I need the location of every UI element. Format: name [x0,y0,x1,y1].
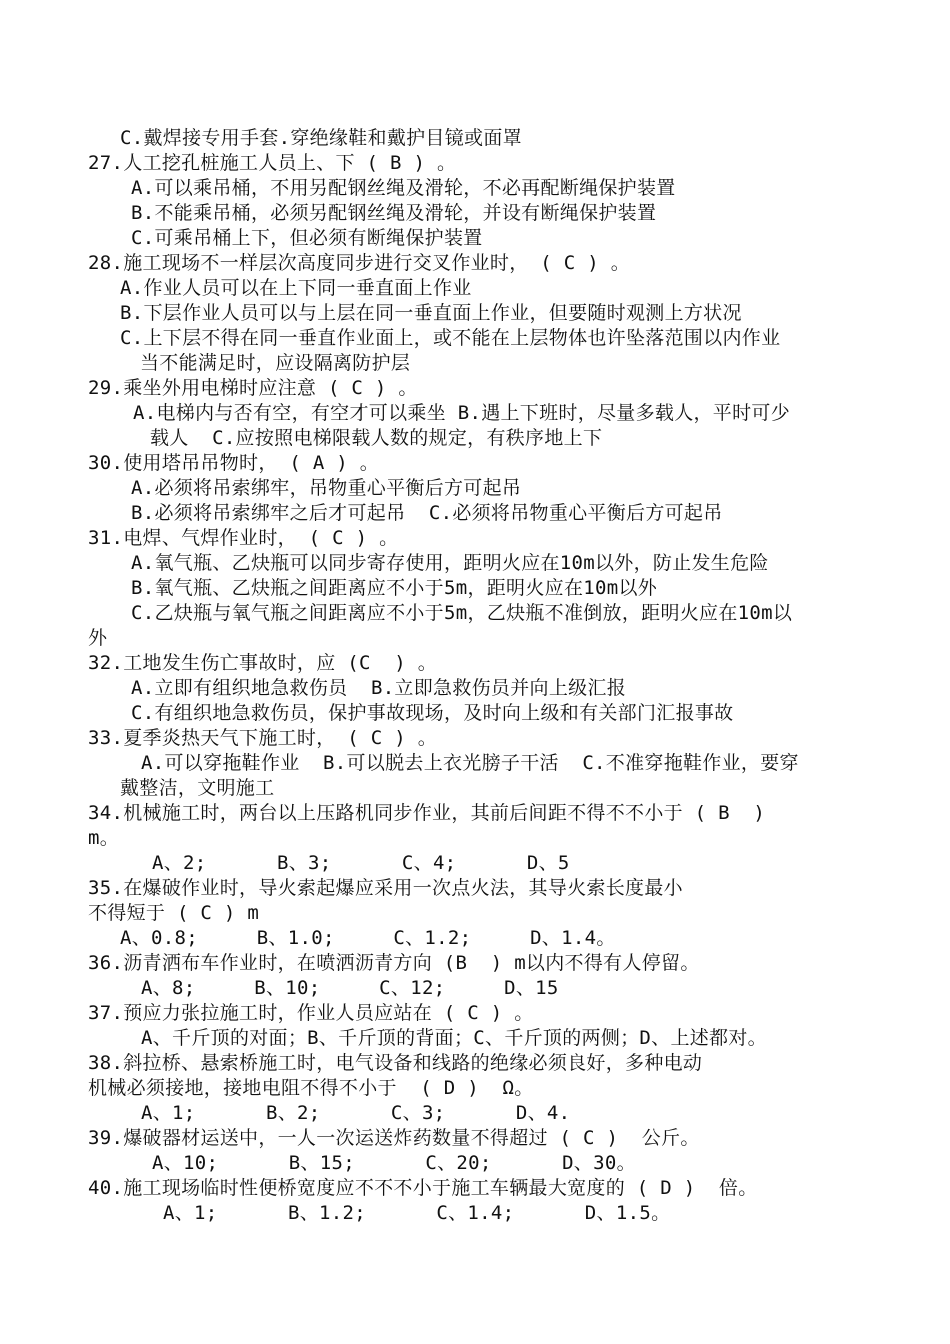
question-31-option-b: B.氧气瓶、乙炔瓶之间距离应不小于5m，距明火应在10m以外 [131,577,658,599]
question-31-stem: 31.电焊、气焊作业时， ( C ) 。 [88,527,399,549]
question-34-stem-continued: m。 [88,827,120,849]
question-29-stem: 29.乘坐外用电梯时应注意 ( C ) 。 [88,377,418,399]
question-38-options: A、1; B、2; C、3; D、4. [141,1102,571,1124]
question-37-stem: 37.预应力张拉施工时，作业人员应站在 ( C ) 。 [88,1002,534,1024]
question-32-option-c: C.有组织地急救伤员，保护事故现场，及时向上级和有关部门汇报事故 [131,702,734,724]
question-30-option-a: A.必须将吊索绑牢，吊物重心平衡后方可起吊 [131,477,522,499]
question-38-stem-continued: 机械必须接地，接地电阻不得不小于 ( D ) Ω。 [88,1077,534,1099]
question-28-option-b: B.下层作业人员可以与上层在同一垂直面上作业，但要随时观测上方状况 [120,302,742,324]
question-33-stem: 33.夏季炎热天气下施工时， ( C ) 。 [88,727,437,749]
question-36-stem: 36.沥青洒布车作业时，在喷洒沥青方向 (B ) m以内不得有人停留。 [88,952,700,974]
question-39-options: A、10; B、15; C、20; D、30。 [152,1152,636,1174]
question-31-option-c-continued: 外 [88,627,108,649]
question-34-stem: 34.机械施工时，两台以上压路机同步作业，其前后间距不得不不小于 ( B ) [88,802,766,824]
question-39-stem: 39.爆破器材运送中，一人一次运送炸药数量不得超过 ( C ) 公斤。 [88,1127,700,1149]
question-35-options: A、0.8; B、1.0; C、1.2; D、1.4。 [120,927,616,949]
question-30-options-bc: B.必须将吊索绑牢之后才可起吊 C.必须将吊物重心平衡后方可起吊 [131,502,723,524]
question-32-stem: 32.工地发生伤亡事故时，应 (C ) 。 [88,652,437,674]
question-40-stem: 40.施工现场临时性便桥宽度应不不不小于施工车辆最大宽度的 ( D ) 倍。 [88,1177,758,1199]
question-29-options-continued: 载人 C.应按照电梯限载人数的规定，有秩序地上下 [150,427,603,449]
question-29-options: A.电梯内与否有空，有空才可以乘坐 B.遇上下班时，尽量多载人，平时可少 [133,402,790,424]
question-35-stem-continued: 不得短于 ( C ) m [88,902,260,924]
question-30-stem: 30.使用塔吊吊物时， ( A ) 。 [88,452,380,474]
question-33-options-continued: 戴整洁，文明施工 [120,777,275,799]
question-28-stem: 28.施工现场不一样层次高度同步进行交叉作业时， ( C ) 。 [88,252,630,274]
question-27-option-c: C.可乘吊桶上下，但必须有断绳保护装置 [131,227,483,249]
question-28-option-a: A.作业人员可以在上下同一垂直面上作业 [120,277,472,299]
question-28-option-c-continued: 当不能满足时，应设隔离防护层 [140,352,411,374]
question-31-option-c: C.乙炔瓶与氧气瓶之间距离应不小于5m，乙炔瓶不准倒放，距明火应在10m以 [131,602,793,624]
question-40-options: A、1; B、1.2; C、1.4; D、1.5。 [163,1202,671,1224]
question-37-options: A、千斤顶的对面；B、千斤顶的背面；C、千斤顶的两侧；D、上述都对。 [141,1027,767,1049]
question-27-option-b: B.不能乘吊桶，必须另配钢丝绳及滑轮，并设有断绳保护装置 [131,202,657,224]
question-35-stem: 35.在爆破作业时，导火索起爆应采用一次点火法，其导火索长度最小 [88,877,683,899]
question-28-option-c: C.上下层不得在同一垂直作业面上，或不能在上层物体也许坠落范围以内作业 [120,327,781,349]
question-36-options: A、8; B、10; C、12; D、15 [141,977,559,999]
question-31-option-a: A.氧气瓶、乙炔瓶可以同步寄存使用，距明火应在10m以外，防止发生危险 [131,552,769,574]
question-33-options: A.可以穿拖鞋作业 B.可以脱去上衣光膀子干活 C.不准穿拖鞋作业，要穿 [141,752,799,774]
question-27-option-a: A.可以乘吊桶，不用另配钢丝绳及滑轮，不必再配断绳保护装置 [131,177,676,199]
question-34-options: A、2; B、3; C、4; D、5 [152,852,570,874]
question-27-stem: 27.人工挖孔桩施工人员上、下 ( B ) 。 [88,152,457,174]
question-32-options-ab: A.立即有组织地急救伤员 B.立即急救伤员并向上级汇报 [131,677,627,699]
question-26-option-c: C.戴焊接专用手套.穿绝缘鞋和戴护目镜或面罩 [120,127,522,149]
question-38-stem: 38.斜拉桥、悬索桥施工时，电气设备和线路的绝缘必须良好，多种电动 [88,1052,703,1074]
